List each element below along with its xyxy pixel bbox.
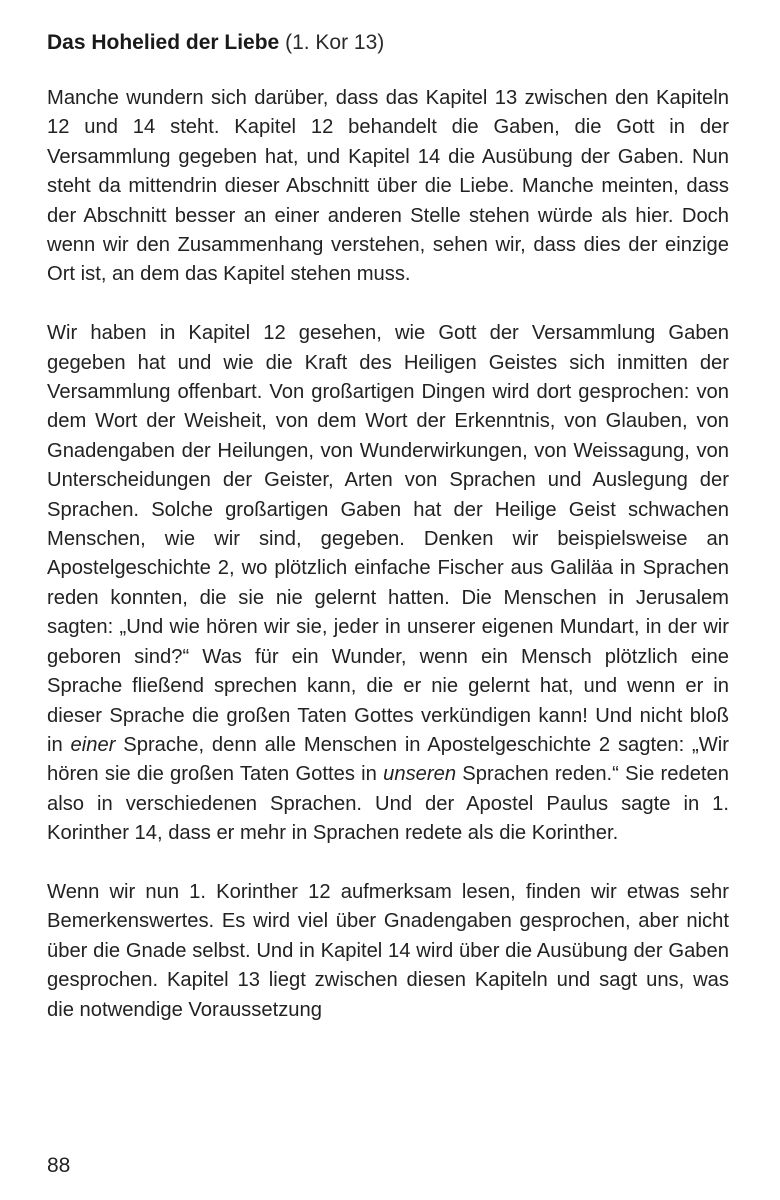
paragraph-2-part-a: Wir haben in Kapitel 12 gesehen, wie Gott der Versammlung Gaben gegeben hat und wie die Kraft des Heiligen Geistes sich inmitten der Versammlung offenbart. Von großartigen Dingen wird dort gesprochen: von dem Wort der Weisheit, von dem Wort der Erkenntnis, von Glauben, von Gnadengaben der Heilungen, von Wunderwirkungen, von Weissagung, von Unterscheidungen der Geister, Arten von Sprachen und Auslegung der Sprachen. Solche großartigen Gaben hat der Heilige Geist schwachen Menschen, wie wir sind, gegeben. Denken wir beispielsweise an Apostelgeschichte 2, wo plötzlich einfache Fischer aus Galiläa in Sprachen reden konnten, die sie nie gelernt hatten. Die Menschen in Jerusalem sagten: „Und wie hören wir sie, jeder in unserer eigenen Mundart, in der wir geboren sind?“ Was für ein Wunder, wenn ein Mensch plötzlich eine Sprache fließend sprechen kann, die er nie gelernt hat, und wenn er in dieser Sprache die großen Taten Gottes verkündigen kann! Und nicht bloß in bbox=[47, 322, 729, 756]
book-page bbox=[47, 26, 729, 1176]
page-number: 88 bbox=[47, 1154, 71, 1177]
bible-reference: (1. Kor 13) bbox=[285, 31, 385, 54]
paragraph-2-part-b: Sprache, denn alle Menschen in Apostelgeschichte 2 sagten: „Wir hören sie die großen Taten Gottes in bbox=[47, 733, 729, 786]
paragraph-3: Wenn wir nun 1. Korinther 12 aufmerksam lesen, finden wir etwas sehr Bemerkenswertes. Es wird viel über Gnadengaben gesprochen, aber nicht über die Gnade selbst. Und in Kapitel 14 wird über die Ausübung der Gaben gesprochen. Kapitel 13 liegt zwischen diesen Kapiteln und sagt uns, was die notwendige Voraussetzung bbox=[47, 880, 729, 1021]
emphasis-unseren: unseren bbox=[383, 763, 457, 786]
paragraph-2 bbox=[47, 319, 729, 848]
emphasis-einer: einer bbox=[70, 733, 116, 756]
body-text bbox=[47, 84, 729, 1025]
paragraph-1: Manche wundern sich darüber, dass das Kapitel 13 zwischen den Kapiteln 12 und 14 steht. Kapitel 12 behandelt die Gaben, die Gott in der Versammlung gegeben hat, und Kapitel 14 die Ausübung der Gaben. Nun steht da mittendrin dieser Abschnitt über die Liebe. Manche meinten, dass der Abschnitt besser an einer anderen Stelle stehen würde als hier. Doch wenn wir den Zusammenhang verstehen, sehen wir, dass dies der einzige Ort ist, an dem das Kapitel stehen muss. bbox=[47, 87, 729, 286]
chapter-title: Das Hohelied der Liebe bbox=[47, 31, 280, 54]
chapter-heading bbox=[47, 26, 729, 60]
paragraph-2-part-c: Sprachen reden.“ Sie redeten also in verschiedenen Sprachen. Und der Apostel Paulus sagte in 1. Korinther 14, dass er mehr in Sprachen redete als die Korinther. bbox=[47, 763, 729, 845]
